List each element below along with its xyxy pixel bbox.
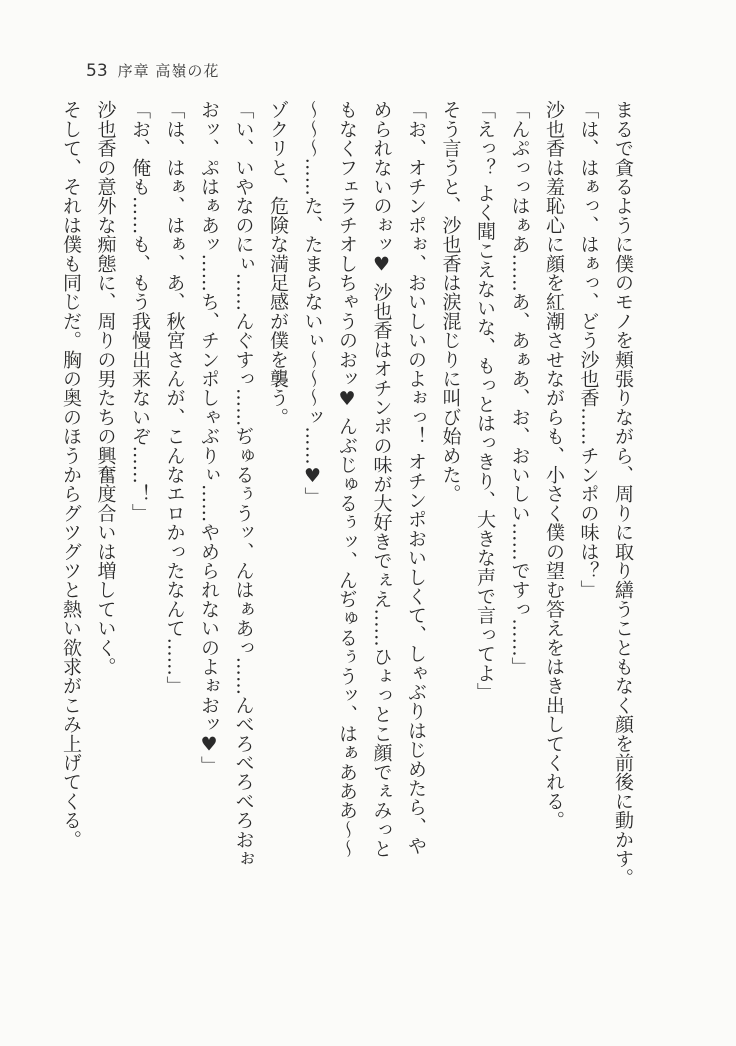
text-line: 「い、いやなのにぃ……んぐすっ……ぢゅるぅうッ、んはぁあっ……んべろべろべろおぉ: [232, 100, 255, 868]
chapter-title: 序章 高嶺の花: [117, 62, 220, 80]
text-line: ゾクリと、危険な満足感が僕を襲う。: [267, 100, 289, 427]
vertical-text-body: [60, 100, 640, 1000]
text-line: 「お、オチンポぉ、おいしいのよぉっ！ オチンポおいしくて、しゃぶりはじめたら、や: [405, 100, 427, 856]
text-line: 「えっ？ よく聞こえないな、もっとはっきり、大きな声で言ってよ」: [474, 100, 496, 702]
text-line: そう言うと、沙也香は涙混じりに叫び始めた。: [439, 100, 462, 504]
page-number: 53: [86, 61, 108, 81]
page-header: [86, 60, 219, 84]
text-line: ～～～……た、たまらないぃ～～～ッ……♥」: [301, 100, 324, 507]
text-line: 「んぷっっはぁあ……あ、あぁあ、お、おいしい……ですっ……」: [508, 100, 531, 676]
text-line: 「お、俺も……も、もう我慢出来ないぞ……！」: [129, 100, 151, 523]
text-line: 沙也香の意外な痴態に、周りの男たちの興奮度合いは増していく。: [94, 100, 117, 676]
text-line: 沙也香は羞恥心に顔を紅潮させながらも、小さく僕の望む答えをはき出してくれる。: [543, 100, 565, 830]
text-line: められないのぉッ♥ 沙也香はオチンポの味が大好きでぇえ……ひょっとこ顔でぇみっと: [370, 100, 393, 859]
text-line: そして、それは僕も同じだ。胸の奥のほうからグツグツと熱い欲求がこみ上げてくる。: [60, 100, 82, 849]
text-line: おッ、ぷはぁあッ……ち、チンポしゃぶりぃ……やめられないのよぉおッ♥」: [198, 100, 220, 775]
text-line: 「は、はぁ、はぁ、あ、秋宮さんが、こんなエロかったなんて……」: [163, 100, 186, 696]
text-line: もなくフェラチオしちゃうのおッ♥ んぶじゅるぅッ、んぢゅるぅうッ、はぁあああ～～: [336, 100, 358, 859]
text-line: まるで貪るように僕のモノを頬張りながら、周りに取り繕うこともなく顔を前後に動かす。: [612, 100, 634, 888]
text-line: 「は、はぁっ、はぁっ、どう沙也香……チンポの味は？」: [577, 100, 600, 600]
